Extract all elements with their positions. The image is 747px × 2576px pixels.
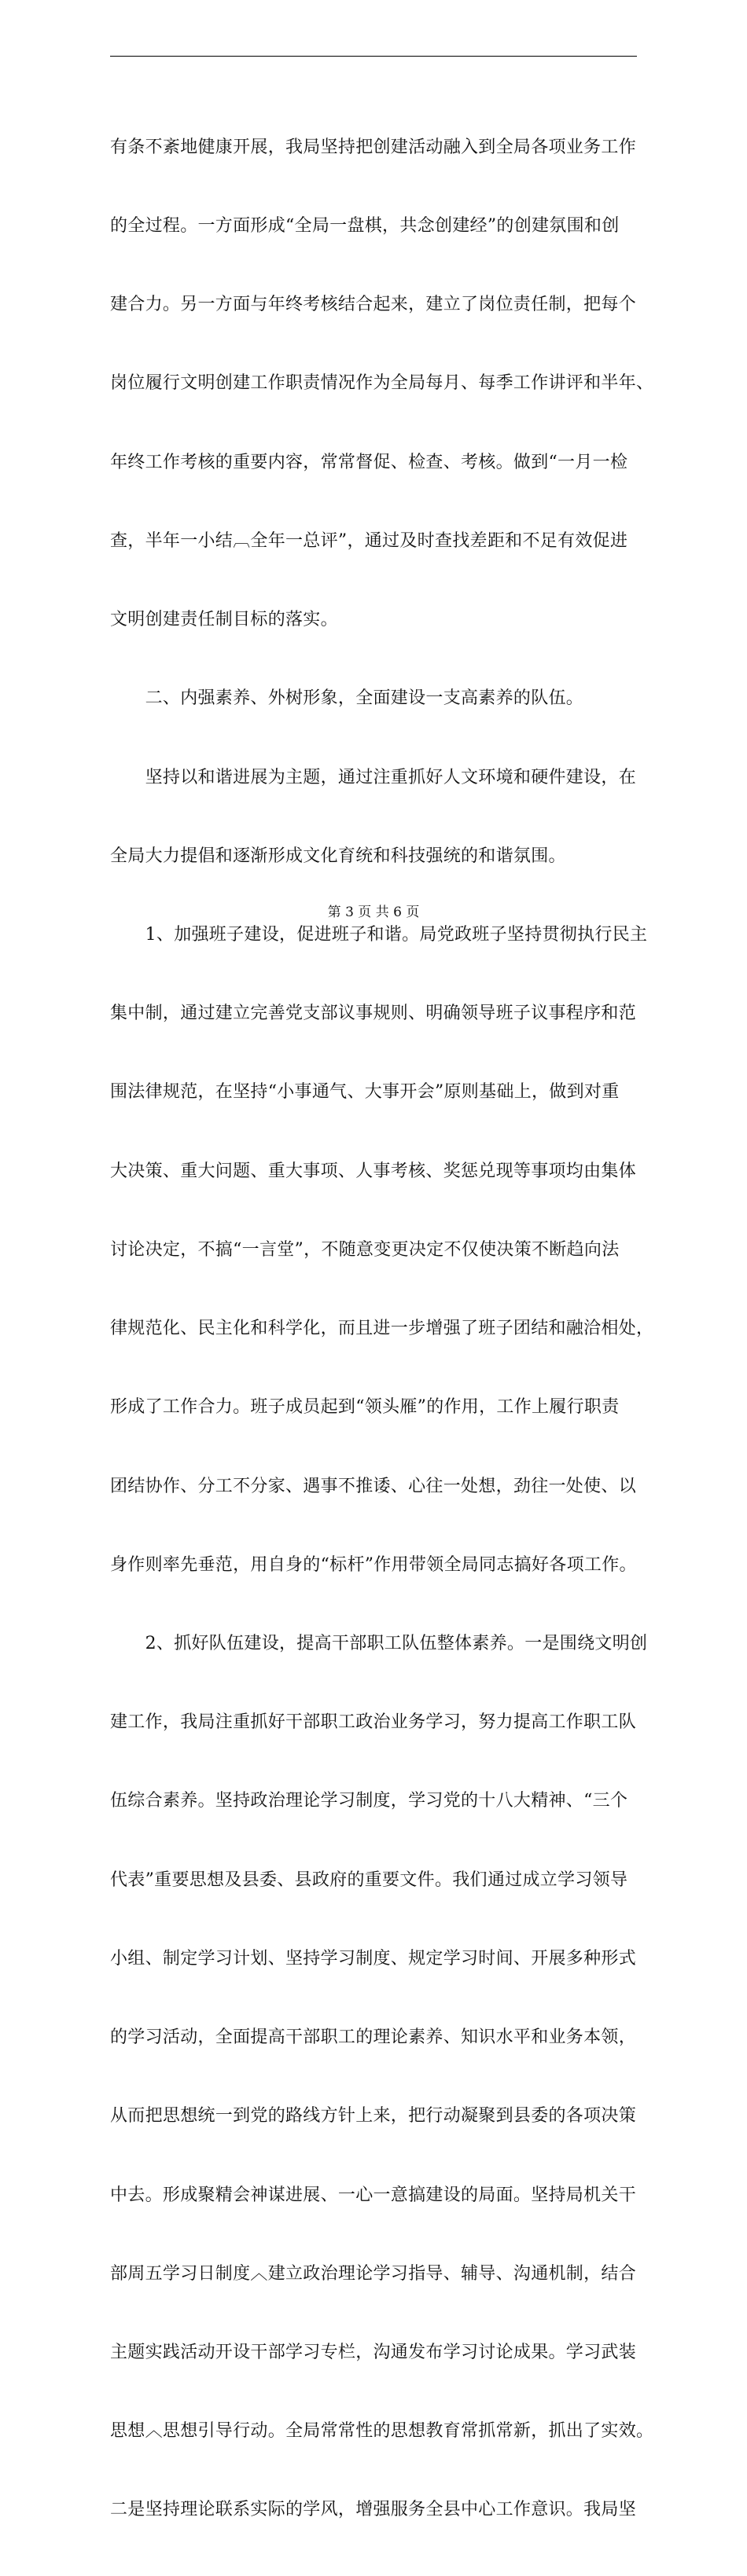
text-line: 二是坚持理论联系实际的学风，增强服务全县中心工作意识。我局坚 [110, 2500, 637, 2520]
text-line: 2、抓好队伍建设，提高干部职工队伍整体素养。一是围绕文明创 [110, 1633, 648, 1653]
text-line: 年终工作考核的重要内容，常常督促、检查、考核。做到“一月一检 [110, 452, 628, 472]
text-line: 坚持以和谐进展为主题，通过注重抓好人文环境和硬件建设，在 [110, 767, 637, 787]
text-line: 有条不紊地健康开展，我局坚持把创建活动融入到全局各项业务工作 [110, 137, 637, 157]
text-line: 律规范化、民主化和科学化，而且进一步增强了班子团结和融洽相处， [110, 1319, 654, 1339]
text-line: 形成了工作合力。班子成员起到“领头雁”的作用，工作上履行职责 [110, 1397, 620, 1418]
text-line: 思想︿思想引导行动。全局常常性的思想教育常抓常新，抓出了实效。 [110, 2421, 654, 2442]
text-line: 代表”重要思想及县委、县政府的重要文件。我们通过成立学习领导 [110, 1870, 628, 1890]
text-line: 中去。形成聚精会神谋进展、一心一意搞建设的局面。坚持局机关干 [110, 2185, 637, 2205]
text-line: 1、加强班子建设，促进班子和谐。局党政班子坚持贯彻执行民主 [110, 925, 648, 945]
text-line: 建工作，我局注重抓好干部职工政治业务学习，努力提高工作职工队 [110, 1712, 637, 1733]
text-line: 岗位履行文明创建工作职责情况作为全局每月、每季工作讲评和半年、 [110, 373, 654, 394]
text-line: 从而把思想统一到党的路线方针上来，把行动凝聚到县委的各项决策 [110, 2106, 637, 2126]
text-line: 的全过程。一方面形成“全局一盘棋，共念创建经”的创建氛围和创 [110, 216, 620, 237]
text-line: 围法律规范，在坚持“小事通气、大事开会”原则基础上，做到对重 [110, 1082, 620, 1103]
header-rule [110, 56, 637, 57]
text-line: 身作则率先垂范，用自身的“标杆”作用带领全局同志搞好各项工作。 [110, 1554, 637, 1575]
body-text [110, 82, 654, 2576]
text-line: 建合力。另一方面与年终考核结合起来，建立了岗位责任制，把每个 [110, 295, 637, 315]
document-body [110, 82, 654, 2576]
text-line: 查，半年一小结︹全年一总评”，通过及时查找差距和不足有效促进 [110, 530, 628, 551]
text-line: 的学习活动，全面提高干部职工的理论素养、知识水平和业务本领， [110, 2027, 637, 2048]
text-line: 小组、制定学习计划、坚持学习制度、规定学习时间、开展多种形式 [110, 1948, 637, 1969]
page-number: 第 3 页 共 6 页 [327, 905, 420, 920]
text-line: 集中制，通过建立完善党支部议事规则、明确领导班子议事程序和范 [110, 1004, 637, 1024]
text-line: 伍综合素养。坚持政治理论学习制度，学习党的十八大精神、“三个 [110, 1791, 628, 1811]
text-line: 部周五学习日制度︿建立政治理论学习指导、辅导、沟通机制，结合 [110, 2263, 637, 2284]
text-line: 全局大力提倡和逐渐形成文化育统和科技强统的和谐氛围。 [110, 846, 566, 866]
text-line: 大决策、重大问题、重大事项、人事考核、奖惩兑现等事项均由集体 [110, 1161, 637, 1181]
section-heading-2: 二、内强素养、外树形象，全面建设一支高素养的队伍。 [110, 688, 584, 709]
text-line: 团结协作、分工不分家、遇事不推诿、心往一处想，劲往一处使、以 [110, 1476, 637, 1496]
text-line: 讨论决定，不搞“一言堂”，不随意变更决定不仅使决策不断趋向法 [110, 1239, 620, 1260]
text-line: 文明创建责任制目标的落实。 [110, 610, 338, 630]
text-line: 主题实践活动开设干部学习专栏，沟通发布学习讨论成果。学习武装 [110, 2342, 637, 2362]
